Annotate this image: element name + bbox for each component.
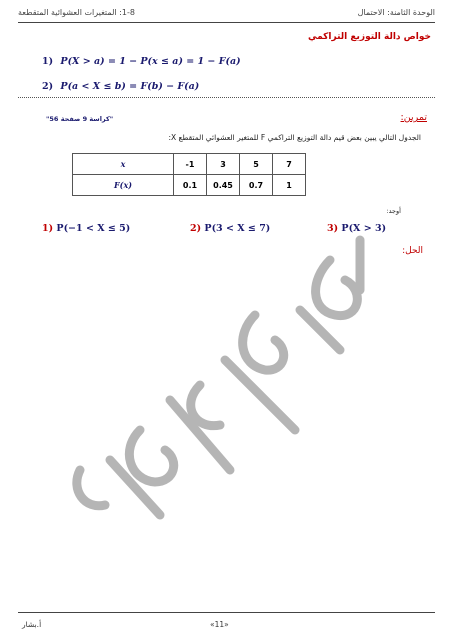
header-divider (18, 22, 435, 23)
question-2 (190, 223, 270, 234)
question-3 (327, 223, 386, 234)
dotted-divider (18, 97, 435, 98)
section-title: خواص دالة التوزيع التراكمي (308, 32, 431, 42)
property-1 (42, 56, 241, 67)
exercise-intro: الجدول التالي يبين بعض قيم دالة التوزيع التراكمي F للمتغير العشوائي المتقطع X: (168, 133, 421, 142)
solution-label: الحل: (402, 246, 423, 256)
question-expr: P(3 < X ≤ 7) (204, 223, 271, 234)
question-1 (42, 223, 130, 234)
table-row (73, 175, 306, 196)
property-formula: P(a < X ≤ b) = F(b) − F(a) (60, 81, 200, 92)
lesson-title: 1-8: المتغيرات العشوائية المتقطعة (18, 8, 135, 17)
table-cell: 0.7 (240, 175, 273, 196)
question-expr: P(X > 3) (341, 223, 387, 234)
property-number: 2) (42, 81, 54, 92)
table-cell: -1 (174, 154, 207, 175)
page-number: «11» (210, 620, 229, 629)
question-number: 2) (190, 223, 202, 234)
find-label: أوجد: (386, 207, 401, 215)
question-number: 3) (327, 223, 339, 234)
table-cell: 3 (207, 154, 240, 175)
table-cell: 0.1 (174, 175, 207, 196)
property-formula: P(X > a) = 1 − P(x ≤ a) = 1 − F(a) (60, 56, 241, 67)
footer-author: أ.بشار (22, 620, 42, 629)
page-header (18, 6, 435, 22)
question-expr: P(−1 < X ≤ 5) (56, 223, 131, 234)
table-cell: 1 (273, 175, 306, 196)
row-header-x: x (73, 154, 174, 175)
unit-title: الوحدة الثامنة: الاحتمال (357, 8, 435, 17)
cdf-table (72, 153, 306, 196)
question-number: 1) (42, 223, 54, 234)
property-number: 1) (42, 56, 54, 67)
table-cell: 7 (273, 154, 306, 175)
row-header-fx: F(x) (73, 175, 174, 196)
property-2 (42, 81, 199, 92)
table-row (73, 154, 306, 175)
table-cell: 5 (240, 154, 273, 175)
exercise-reference: "كراسة 9 صفحة 56" (46, 115, 114, 123)
table-cell: 0.45 (207, 175, 240, 196)
footer-divider (18, 612, 435, 613)
watermark-signature (60, 220, 400, 520)
exercise-title: تمرين: (400, 112, 427, 123)
